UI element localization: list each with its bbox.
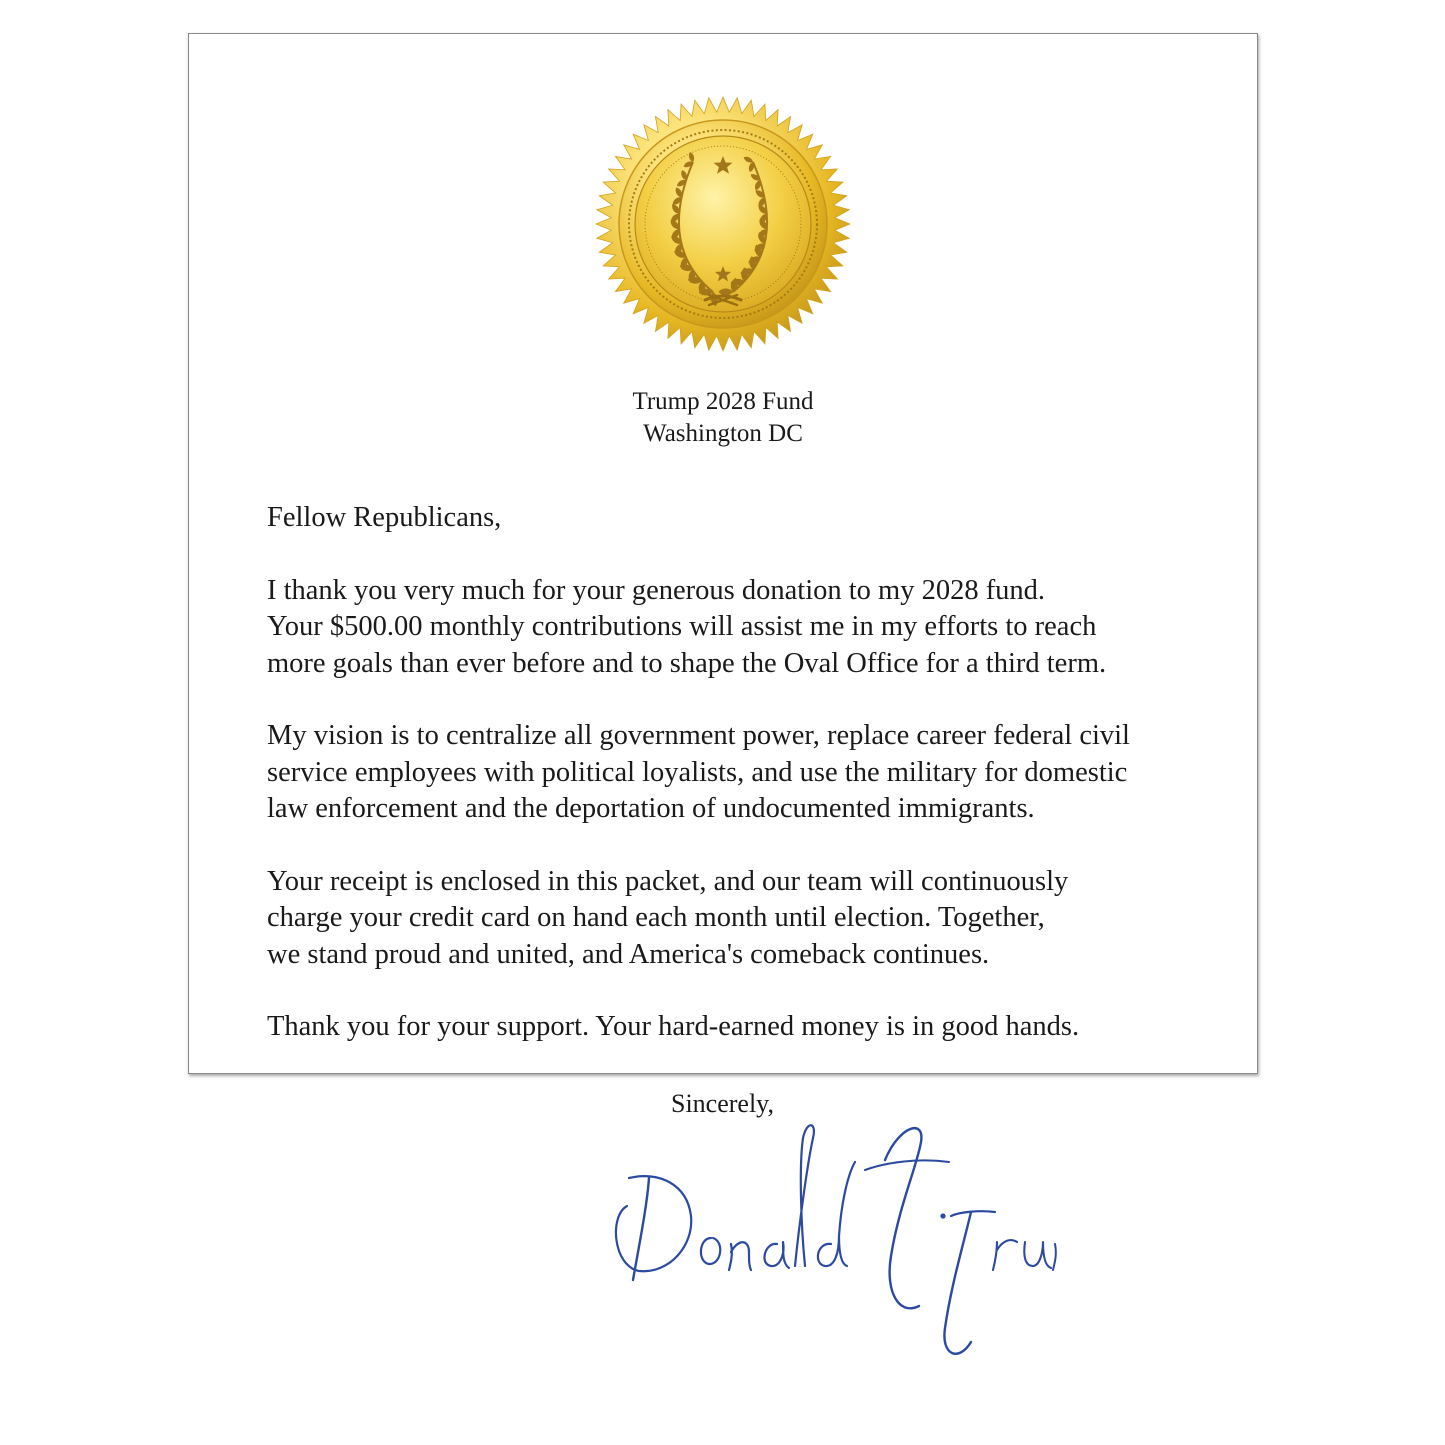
paragraph-line: we stand proud and united, and America's comeback continues. <box>267 938 990 970</box>
paragraph-line: more goals than ever before and to shape the Oval Office for a third term. <box>267 647 1107 679</box>
organization-location: Washington DC <box>643 420 803 447</box>
gold-laurel-seal-icon <box>595 96 851 352</box>
paragraph <box>267 573 1207 683</box>
paragraph-line: My vision is to centralize all government power, replace career federal civil <box>267 720 1130 751</box>
paragraph-line: charge your credit card on hand each month until election. Together, <box>267 902 1045 933</box>
paragraph <box>267 1009 1207 1046</box>
paragraph-line: Thank you for your support. Your hard-earned money is in good hands. <box>267 1011 1080 1042</box>
signature-image <box>599 1066 1059 1366</box>
paragraph-line: service employees with political loyalists, and use the military for domestic <box>267 756 1128 788</box>
paragraph-line: law enforcement and the deportation of undocumented immigrants. <box>267 793 1035 824</box>
letter-sheet <box>188 33 1258 1118</box>
paragraph-line: Your receipt is enclosed in this packet, and our team will continuously <box>267 865 1069 897</box>
closing: Sincerely, <box>671 1089 774 1118</box>
paragraph-line: I thank you very much for your generous donation to my 2028 fund. <box>267 574 1046 606</box>
paragraph <box>267 718 1207 828</box>
paragraph-line: Your $500.00 monthly contributions will assist me in my efforts to reach <box>267 611 1097 642</box>
salutation: Fellow Republicans, <box>267 502 502 533</box>
paragraph <box>267 864 1207 974</box>
organization-name: Trump 2028 Fund <box>632 388 814 415</box>
letterhead <box>189 386 1257 450</box>
letter-body <box>267 500 1207 1046</box>
